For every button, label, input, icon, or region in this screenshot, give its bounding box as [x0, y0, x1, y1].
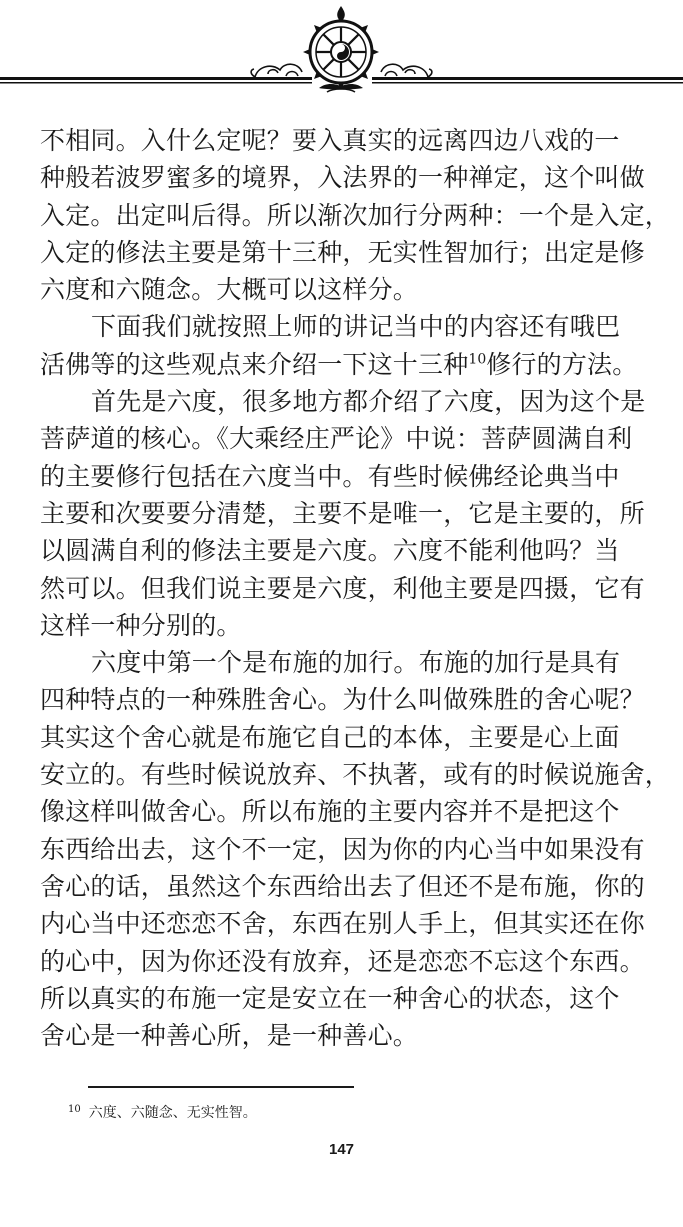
- text-line: 四种特点的一种殊胜舍心。为什么叫做殊胜的舍心呢？: [40, 685, 645, 715]
- text-line: 像这样叫做舍心。所以布施的主要内容并不是把这个: [40, 797, 620, 827]
- paragraph-3: [40, 383, 650, 644]
- page-header: [0, 0, 683, 110]
- text-line: 六度中第一个是布施的加行。布施的加行是具有: [91, 648, 621, 678]
- text-line: 东西给出去，这个不一定，因为你的内心当中如果没有: [40, 834, 645, 864]
- text-line: 主要和次要要分清楚，主要不是唯一，它是主要的，所: [40, 498, 645, 528]
- footnote-text: 六度、六随念、无实性智。: [88, 1105, 257, 1121]
- paragraph-2: [40, 308, 650, 383]
- cloud-scroll-icon: [251, 64, 302, 77]
- text-line: 下面我们就按照上师的讲记当中的内容还有哦巴: [91, 312, 621, 342]
- text-segment: 活佛等的这些观点来介绍一下这十三种: [40, 349, 469, 379]
- text-line: 菩萨道的核心。《大乘经庄严论》中说：菩萨圆满自利: [40, 424, 633, 454]
- text-line-with-footnote: [40, 346, 650, 383]
- text-line: 舍心是一种善心所，是一种善心。: [40, 1021, 419, 1051]
- paragraph-4: [40, 644, 671, 1054]
- page-number: 147: [328, 1141, 355, 1158]
- text-line: 不相同。入什么定呢？要入真实的远离四边八戏的一: [40, 126, 620, 155]
- cloud-scroll-icon: [381, 64, 432, 77]
- text-line: 其实这个舍心就是布施它自己的本体，主要是心上面: [40, 722, 620, 752]
- footnote-number: 10: [68, 1104, 81, 1115]
- text-line: 入定。出定叫后得。所以渐次加行分两种：一个是入定，: [40, 200, 671, 230]
- text-line: 入定的修法主要是第十三种，无实性智加行；出定是修: [40, 237, 645, 267]
- text-line: 这样一种分别的。: [40, 610, 242, 640]
- footnote-reference[interactable]: 10: [468, 351, 487, 368]
- text-line: 六度和六随念。大概可以这样分。: [40, 275, 419, 305]
- text-line: 以圆满自利的修法主要是六度。六度不能利他吗？当: [40, 536, 620, 566]
- footnote-divider: [88, 1086, 354, 1088]
- text-line: 然可以。但我们说主要是六度，利他主要是四摄，它有: [40, 573, 645, 603]
- body-text: [40, 122, 671, 1054]
- text-line: 内心当中还恋恋不舍，东西在别人手上，但其实还在你: [40, 909, 645, 939]
- paragraph-1: [40, 122, 671, 308]
- footnote: [68, 1102, 257, 1122]
- text-segment: 修行的方法。: [486, 349, 638, 379]
- text-line: 所以真实的布施一定是安立在一种舍心的状态，这个: [40, 983, 620, 1013]
- text-line: 种般若波罗蜜多的境界，入法界的一种禅定，这个叫做: [40, 163, 645, 193]
- text-line: 的主要修行包括在六度当中。有些时候佛经论典当中: [40, 461, 620, 491]
- text-line: 首先是六度，很多地方都介绍了六度，因为这个是: [91, 387, 646, 417]
- header-ornament: [0, 0, 683, 110]
- text-line: 的心中，因为你还没有放弃，还是恋恋不忘这个东西。: [40, 946, 645, 976]
- text-line: 舍心的话，虽然这个东西给出去了但还不是布施，你的: [40, 871, 645, 901]
- text-line: 安立的。有些时候说放弃、不执著，或有的时候说施舍，: [40, 760, 671, 790]
